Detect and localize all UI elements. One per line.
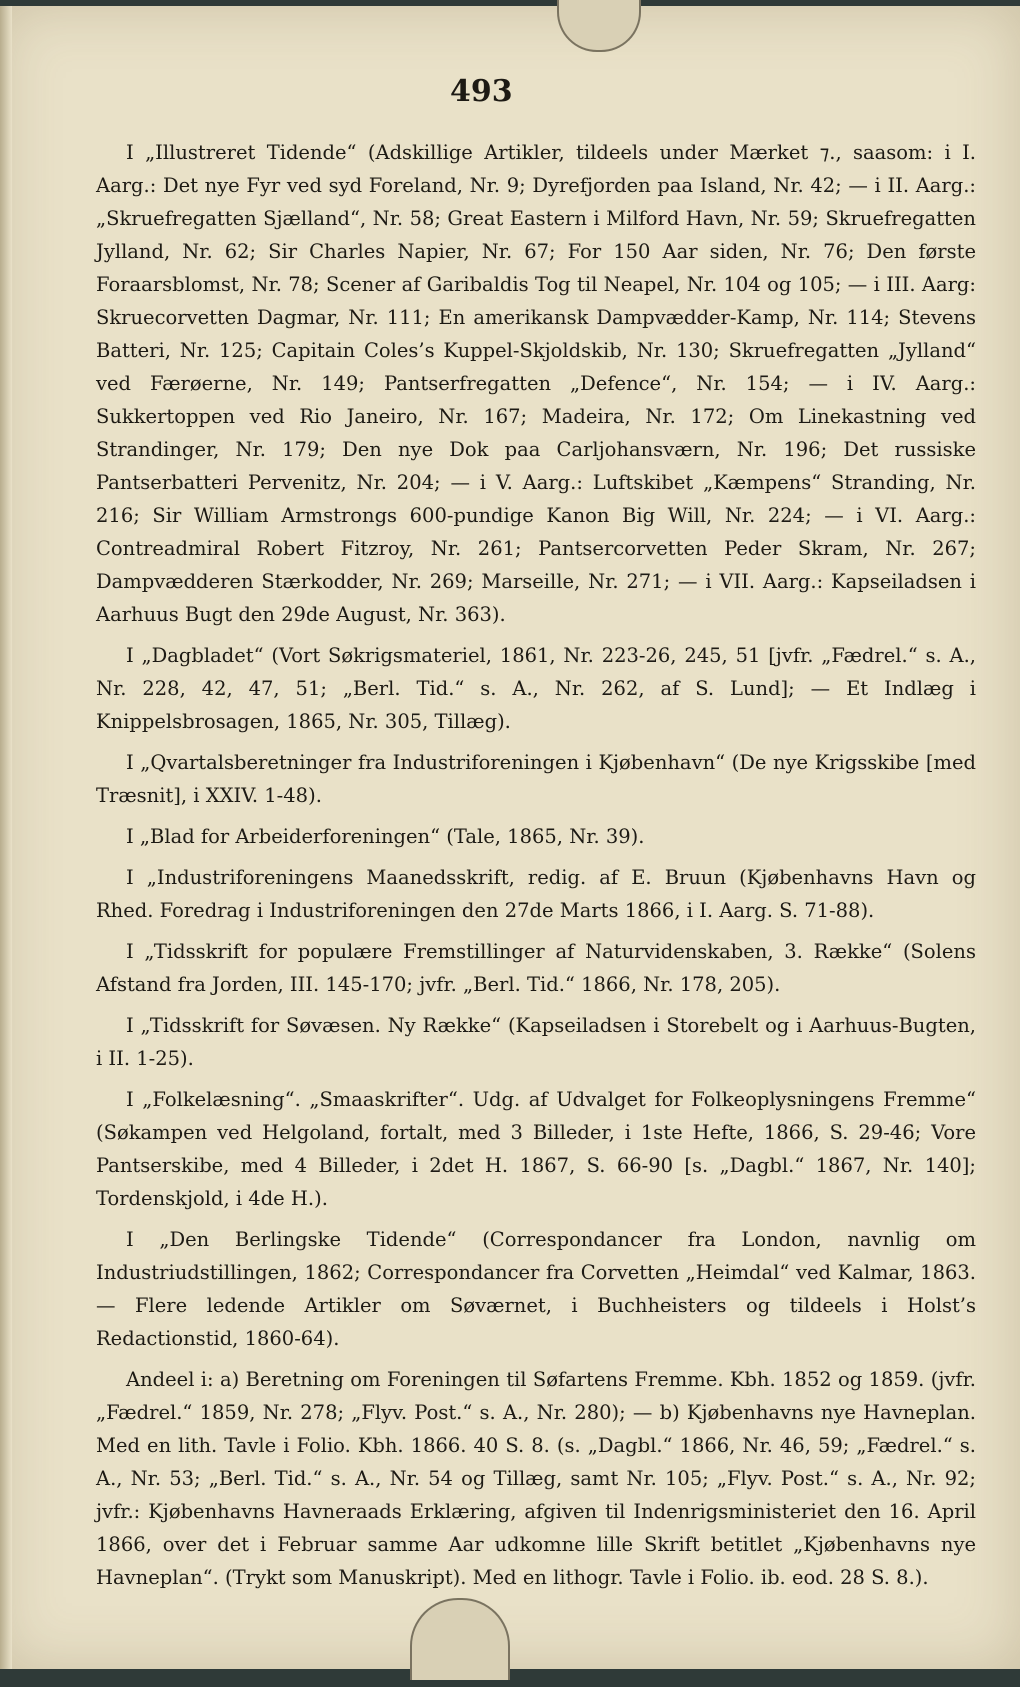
top-clasp-icon (557, 0, 641, 52)
page-number: 493 (450, 74, 513, 109)
paragraph-qvartalsberetninger: I „Qvartalsberetninger fra Industriforeningen i Kjøbenhavn“ (De nye Krigsskibe [med Træsnit], i XXIV. 1-48). (96, 751, 976, 807)
book-page (0, 6, 1020, 1669)
paragraph-tidsskrift-populaere: I „Tidsskrift for populære Fremstillinger af Naturvidenskaben, 3. Række“ (Solens Afstand fra Jorden, III. 145-170; jvfr. „Berl. Tid.“ 1866, Nr. 178, 205). (96, 940, 976, 996)
paragraph-dagbladet: I „Dagbladet“ (Vort Søkrigsmateriel, 1861, Nr. 223-26, 245, 51 [jvfr. „Fædrel.“ s. A., Nr. 228, 42, 47, 51; „Berl. Tid.“ s. A., Nr. 262, af S. Lund]; — Et Indlæg i Knippelsbrosagen, 1865, Nr. 305, Tillæg). (96, 644, 976, 733)
paragraph-berlingske-tidende: I „Den Berlingske Tidende“ (Correspondancer fra London, navnlig om Industriudstillingen, 1862; Correspondancer fra Corvetten „Heimdal“ ved Kalmar, 1863. — Flere ledende Artikler om Søværnet, i Buchheisters og tildeels i Holst’s Redactionstid, 1860-64). (96, 1228, 976, 1350)
paragraph-illustreret-tidende: I „Illustreret Tidende“ (Adskillige Artikler, tildeels under Mærket ⁊., saasom: i I. Aarg.: Det nye Fyr ved syd Foreland, Nr. 9; Dyrefjorden paa Island, Nr. 42; — i II. Aarg.: „Skruefregatten Sjælland“, Nr. 58; Great Eastern i Milford Havn, Nr. 59; Skruefregatten Jylland, Nr. 62; Sir Charles Napier, Nr. 67; For 150 Aar siden, Nr. 76; Den første Foraarsblomst, Nr. 78; Scener af Garibaldis Tog til Neapel, Nr. 104 og 105; — i III. Aarg: Skruecorvetten Dagmar, Nr. 111; En amerikansk Dampvædder-Kamp, Nr. 114; Stevens Batteri, Nr. 125; Capitain Coles’s Kuppel-Skjoldskib, Nr. 130; Skruefregatten „Jylland“ ved Færøerne, Nr. 149; Pantserfregatten „Defence“, Nr. 154; — i IV. Aarg.: Sukkertoppen ved Rio Janeiro, Nr. 167; Madeira, Nr. 172; Om Linekastning ved Strandinger, Nr. 179; Den nye Dok paa Carljohansværn, Nr. 196; Det russiske Pantserbatteri Pervenitz, Nr. 204; — i V. Aarg.: Luftskibet „Kæmpens“ Stranding, Nr. 216; Sir William Armstrongs 600-pundige Kanon Big Will, Nr. 224; — i VI. Aarg.: Contreadmiral Robert Fitzroy, Nr. 261; Pantsercorvetten Peder Skram, Nr. 267; Dampvædderen Stærkodder, Nr. 269; Marseille, Nr. 271; — i VII. Aarg.: Kapseiladsen i Aarhuus Bugt den 29de August, Nr. 363). (96, 141, 976, 626)
paragraph-andeel: Andeel i: a) Beretning om Foreningen til Søfartens Fremme. Kbh. 1852 og 1859. (jvfr. „Fædrel.“ 1859, Nr. 278; „Flyv. Post.“ s. A., Nr. 280); — b) Kjøbenhavns nye Havneplan. Med en lith. Tavle i Folio. Kbh. 1866. 40 S. 8. (s. „Dagbl.“ 1866, Nr. 46, 59; „Fædrel.“ s. A., Nr. 53; „Berl. Tid.“ s. A., Nr. 54 og Tillæg, samt Nr. 105; „Flyv. Post.“ s. A., Nr. 92; jvfr.: Kjøbenhavns Havneraads Erklæring, afgiven til Indenrigsministeriet den 16. April 1866, over det i Februar samme Aar udkomne lille Skrift betitlet „Kjøbenhavns nye Havneplan“. (Trykt som Manuskript). Med en lithogr. Tavle i Folio. ib. eod. 28 S. 8.). (96, 1368, 976, 1589)
paragraph-folkelaesning: I „Folkelæsning“. „Smaaskrifter“. Udg. af Udvalget for Folkeoplysningens Fremme“ (Søkampen ved Helgoland, fortalt, med 3 Billeder, i 1ste Hefte, 1866, S. 29-46; Vore Pantserskibe, med 4 Billeder, i 2det H. 1867, S. 66-90 [s. „Dagbl.“ 1867, Nr. 140]; Tordenskjold, i 4de H.). (96, 1088, 976, 1210)
paragraph-industriforeningens-maanedsskrift: I „Industriforeningens Maanedsskrift, redig. af E. Bruun (Kjøbenhavns Havn og Rhed. Foredrag i Industriforeningen den 27de Marts 1866, i I. Aarg. S. 71-88). (96, 866, 976, 922)
body-text (96, 136, 976, 1602)
paragraph-blad-for-arbeiderforeningen: I „Blad for Arbeiderforeningen“ (Tale, 1865, Nr. 39). (126, 825, 645, 848)
bottom-clasp-icon (410, 1598, 510, 1680)
paragraph-tidsskrift-sovaesen: I „Tidsskrift for Søvæsen. Ny Række“ (Kapseiladsen i Storebelt og i Aarhuus-Bugten, i II. 1-25). (96, 1014, 976, 1070)
book-spine-shadow (0, 6, 12, 1669)
